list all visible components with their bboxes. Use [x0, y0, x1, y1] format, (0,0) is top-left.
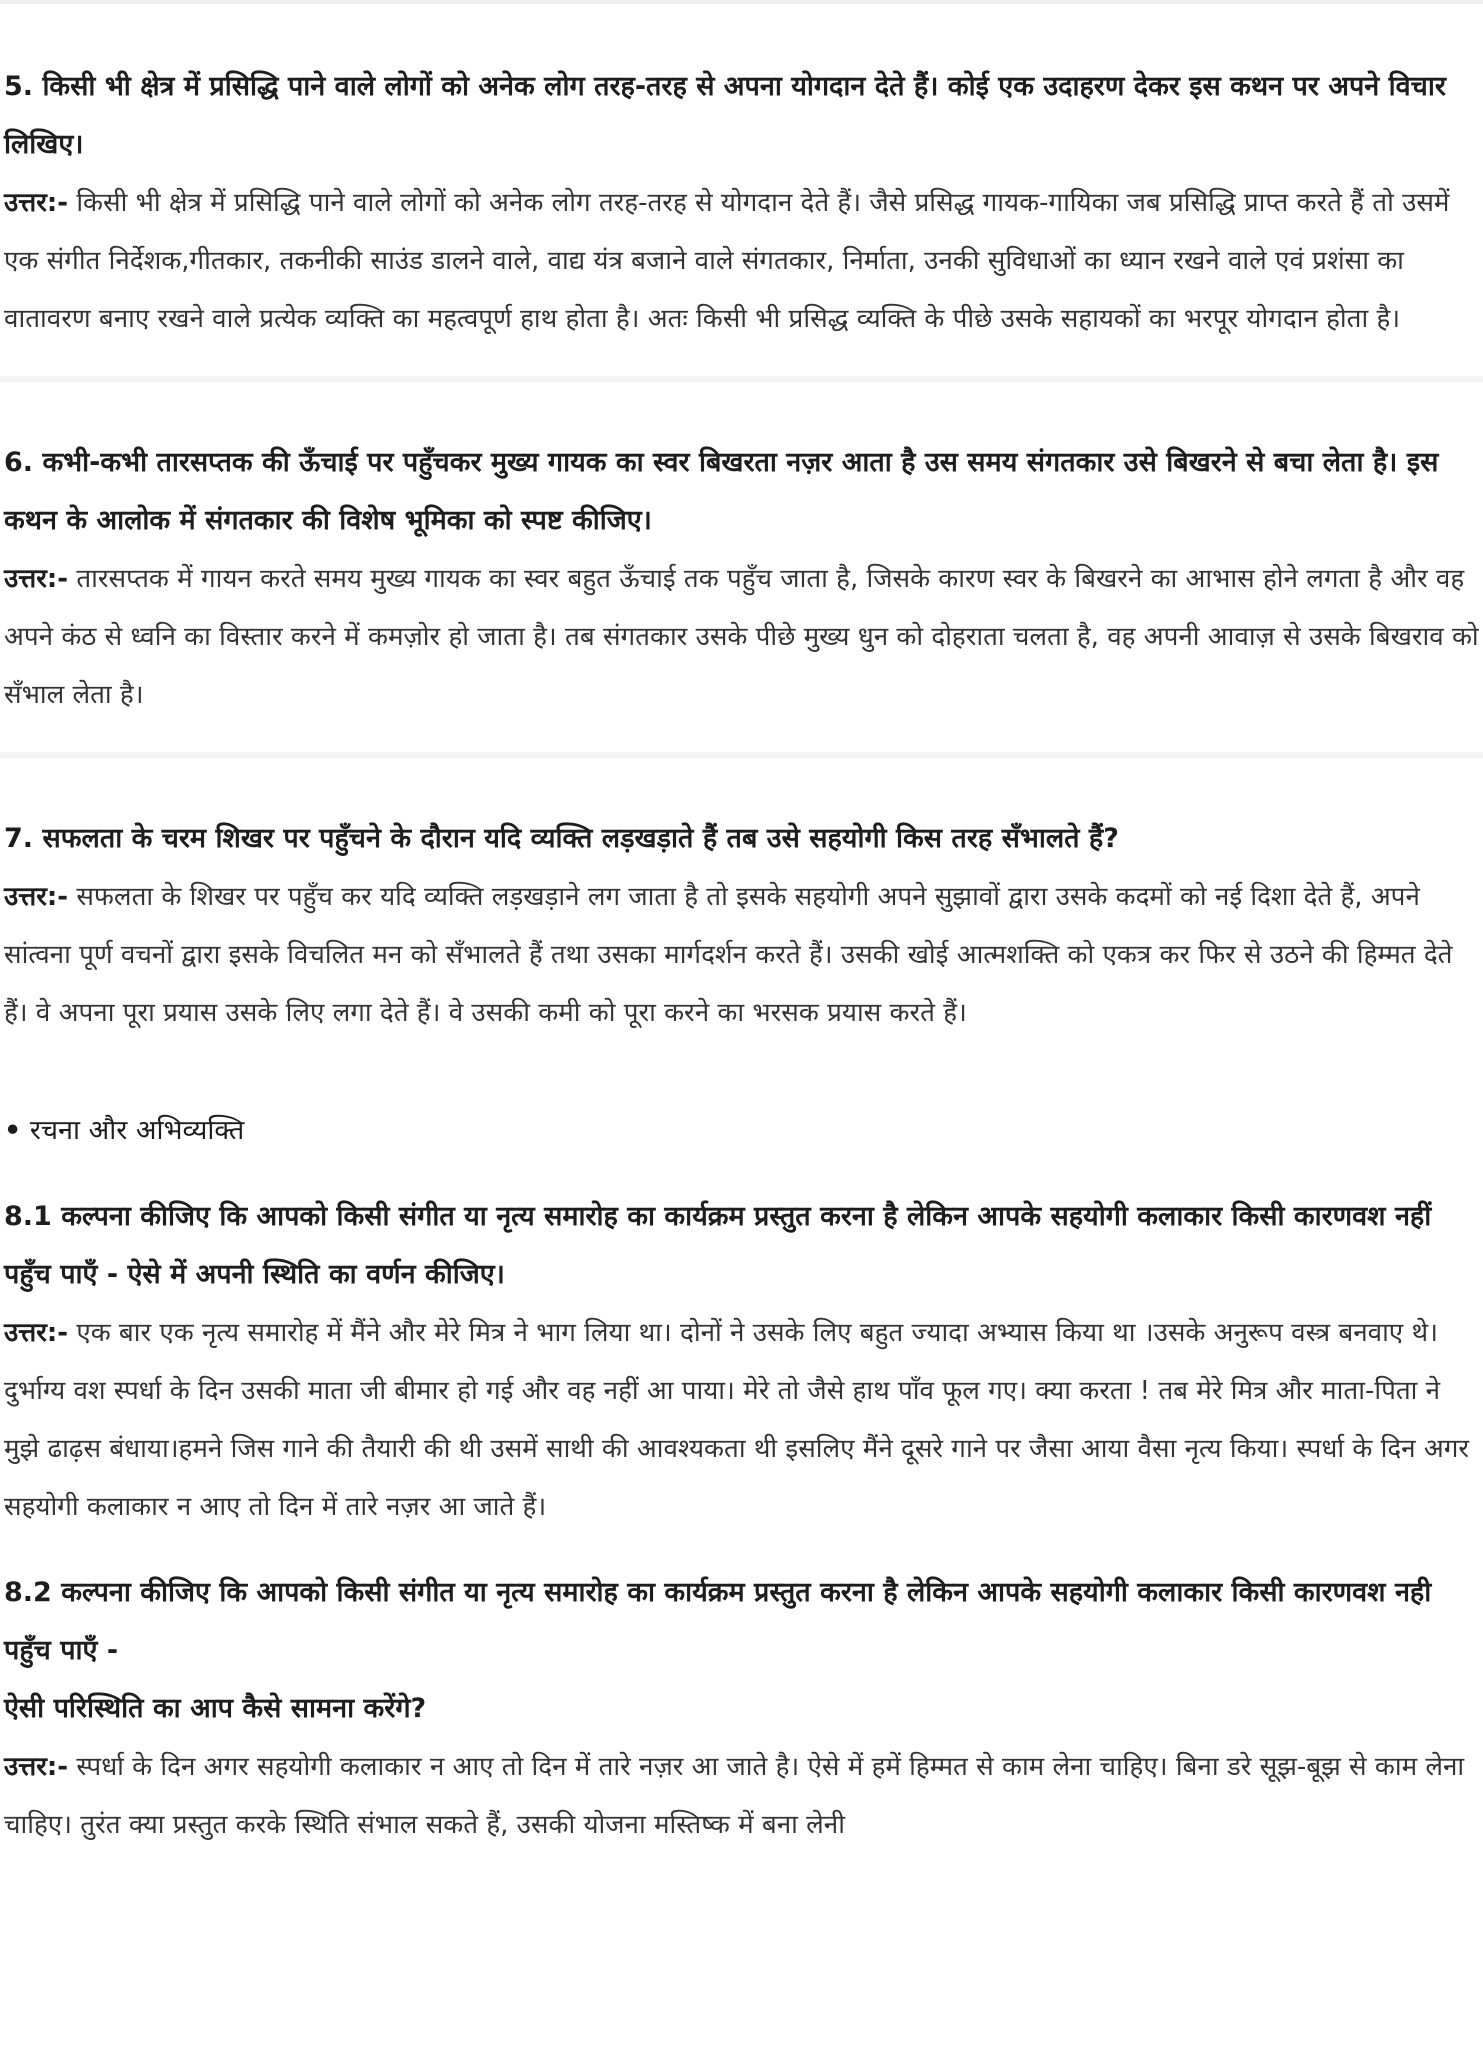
qa-block-7	[0, 810, 1483, 1042]
answer-text: किसी भी क्षेत्र में प्रसिद्धि पाने वाले लोगों को अनेक लोग तरह-तरह से योगदान देते हैं। जैसे प्रसिद्ध गायक-गायिका जब प्रसिद्धि प्राप्त करते हैं तो उसमें एक संगीत निर्देशक,गीतकार, तकनीकी साउंड डालने वाले, वाद्य यंत्र बजाने वाले संगतकार, निर्माता, उनकी सुविधाओं का ध्यान रखने वाले एवं प्रशंसा का वातावरण बनाए रखने वाले प्रत्येक व्यक्ति का महत्वपूर्ण हाथ होता है। अतः किसी भी प्रसिद्ध व्यक्ति के पीछे उसके सहायकों का भरपूर योगदान होता है।	[4, 188, 1450, 334]
qa-block-6	[0, 434, 1483, 724]
question-8-2: 8.2 कल्पना कीजिए कि आपको किसी संगीत या नृत्य समारोह का कार्यक्रम प्रस्तुत करना है लेकिन आपके सहयोगी कलाकार किसी कारणवश नही पहुँच पाएँ -	[4, 1577, 1432, 1666]
section-title: रचना और अभिव्यक्ति	[29, 1115, 245, 1146]
top-divider	[0, 0, 1483, 4]
section-divider	[0, 376, 1483, 382]
question-7: 7. सफलता के चरम शिखर पर पहुँचने के दौरान यदि व्यक्ति लड़खड़ाते हैं तब उसे सहयोगी किस तरह सँभालते हैं?	[4, 823, 1119, 854]
answer-8-1	[4, 1304, 1479, 1536]
question-8-1: 8.1 कल्पना कीजिए कि आपको किसी संगीत या नृत्य समारोह का कार्यक्रम प्रस्तुत करना है लेकिन आपके सहयोगी कलाकार किसी कारणवश नहीं पहुँच पाएँ - ऐसे में अपनी स्थिति का वर्णन कीजिए।	[4, 1201, 1432, 1290]
spacer	[0, 1160, 1483, 1188]
answer-text: एक बार एक नृत्य समारोह में मैंने और मेरे मित्र ने भाग लिया था। दोनों ने उसके लिए बहुत ज्यादा अभ्यास किया था ।उसके अनुरूप वस्त्र बनवाए थे। दुर्भाग्य वश स्पर्धा के दिन उसकी माता जी बीमार हो गई और वह नहीं आ पाया। मेरे तो जैसे हाथ पाँव फूल गए। क्या करता ! तब मेरे मित्र और माता-पिता ने मुझे ढाढ़स बंधाया।हमने जिस गाने की तैयारी की थी उसमें साथी की आवश्यकता थी इसलिए मैंने दूसरे गाने पर जैसा आया वैसा नृत्य किया। स्पर्धा के दिन अगर सहयोगी कलाकार न आए तो दिन में तारे नज़र आ जाते हैं।	[4, 1318, 1470, 1522]
answer-label: उत्तर:-	[4, 1752, 69, 1782]
spacer	[0, 1042, 1483, 1102]
question-8-2-sub: ऐसी परिस्थिति का आप कैसे सामना करेंगे?	[4, 1693, 427, 1724]
bullet: •	[4, 1115, 22, 1146]
answer-8-2	[4, 1738, 1479, 1854]
spacer	[0, 1536, 1483, 1564]
section-heading	[4, 1102, 1479, 1160]
article-content	[0, 58, 1483, 1854]
answer-label: उत्तर:-	[4, 564, 69, 594]
qa-block-8-1	[0, 1188, 1483, 1536]
answer-7	[4, 868, 1479, 1042]
section-divider	[0, 752, 1483, 758]
answer-6	[4, 550, 1479, 724]
answer-label: उत्तर:-	[4, 1318, 69, 1348]
question-5: 5. किसी भी क्षेत्र में प्रसिद्धि पाने वाले लोगों को अनेक लोग तरह-तरह से अपना योगदान देते हैं। कोई एक उदाहरण देकर इस कथन पर अपने विचार लिखिए।	[4, 71, 1446, 160]
answer-text: तारसप्तक में गायन करते समय मुख्य गायक का स्वर बहुत ऊँचाई तक पहुँच जाता है, जिसके कारण स्वर के बिखरने का आभास होने लगता है और वह अपने कंठ से ध्वनि का विस्तार करने में कमज़ोर हो जाता है। तब संगतकार उसके पीछे मुख्य धुन को दोहराता चलता है, वह अपनी आवाज़ से उसके बिखराव को सँभाल लेता है।	[4, 564, 1479, 710]
qa-block-8-2	[0, 1564, 1483, 1854]
answer-label: उत्तर:-	[4, 882, 69, 912]
answer-label: उत्तर:-	[4, 188, 69, 218]
answer-text: सफलता के शिखर पर पहुँच कर यदि व्यक्ति लड़खड़ाने लग जाता है तो इसके सहयोगी अपने सुझावों द्वारा उसके कदमों को नई दिशा देते हैं, अपने सांत्वना पूर्ण वचनों द्वारा इसके विचलित मन को सँभालते हैं तथा उसका मार्गदर्शन करते हैं। उसकी खोई आत्मशक्ति को एकत्र कर फिर से उठने की हिम्मत देते हैं। वे अपना पूरा प्रयास उसके लिए लगा देते हैं। वे उसकी कमी को पूरा करने का भरसक प्रयास करते हैं।	[4, 882, 1453, 1028]
answer-5	[4, 174, 1479, 348]
qa-block-5	[0, 58, 1483, 348]
question-6: 6. कभी-कभी तारसप्तक की ऊँचाई पर पहुँचकर मुख्य गायक का स्वर बिखरता नज़र आता है उस समय संगतकार उसे बिखरने से बचा लेता है। इस कथन के आलोक में संगतकार की विशेष भूमिका को स्पष्ट कीजिए।	[4, 447, 1439, 536]
answer-text: स्पर्धा के दिन अगर सहयोगी कलाकार न आए तो दिन में तारे नज़र आ जाते है। ऐसे में हमें हिम्मत से काम लेना चाहिए। बिना डरे सूझ-बूझ से काम लेना चाहिए। तुरंत क्या प्रस्तुत करके स्थिति संभाल सकते हैं, उसकी योजना मस्तिष्क में बना लेनी	[4, 1752, 1465, 1840]
section-heading-block	[0, 1102, 1483, 1160]
